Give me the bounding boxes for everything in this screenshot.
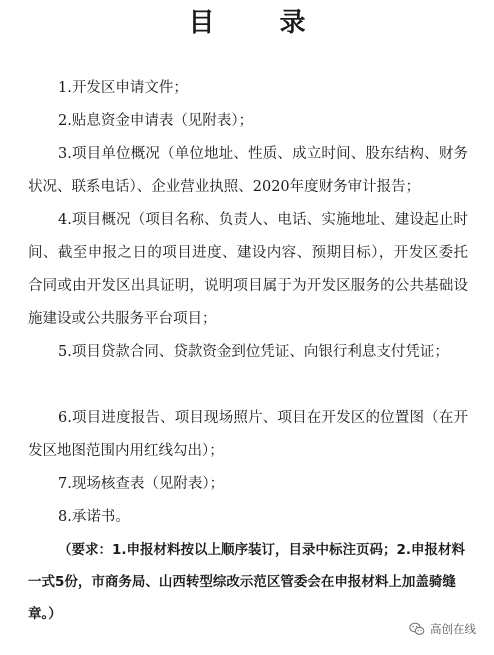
list-item-4: 4.项目概况（项目名称、负责人、电话、实施地址、建设起止时间、截至申报之日的项目进度、建设内容、预期目标），开发区委托合同或由开发区出具证明，说明项目属于为开发区服务的公共基础设施建设或公共服务平台项目； [28,212,468,327]
list-item-1: 1.开发区申请文件； [58,80,188,96]
list-item-3: 3.项目单位概况（单位地址、性质、成立时间、股东结构、财务状况、联系电话）、企业营业执照、2020年度财务审计报告； [28,146,468,195]
watermark [409,621,476,637]
document-title: 目 录 [188,8,334,38]
list-item-8: 8.承诺书。 [58,509,130,525]
list-item-7: 7.现场核查表（见附表）； [58,476,225,492]
requirements-note: （要求：1.申报材料按以上顺序装订，目录中标注页码；2.申报材料一式5份，市商务局、山西转型综改示范区管委会在申报材料上加盖骑缝章。） [28,542,466,622]
list-item-5: 5.项目贷款合同、贷款资金到位凭证、向银行利息支付凭证； [58,344,449,360]
watermark-text: 高创在线 [430,622,476,636]
list-item-6: 6.项目进度报告、项目现场照片、项目在开发区的位置图（在开发区地图范围内用红线勾出）； [28,410,468,459]
wechat-icon [409,622,425,636]
list-item-2: 2.贴息资金申请表（见附表）； [58,113,254,129]
